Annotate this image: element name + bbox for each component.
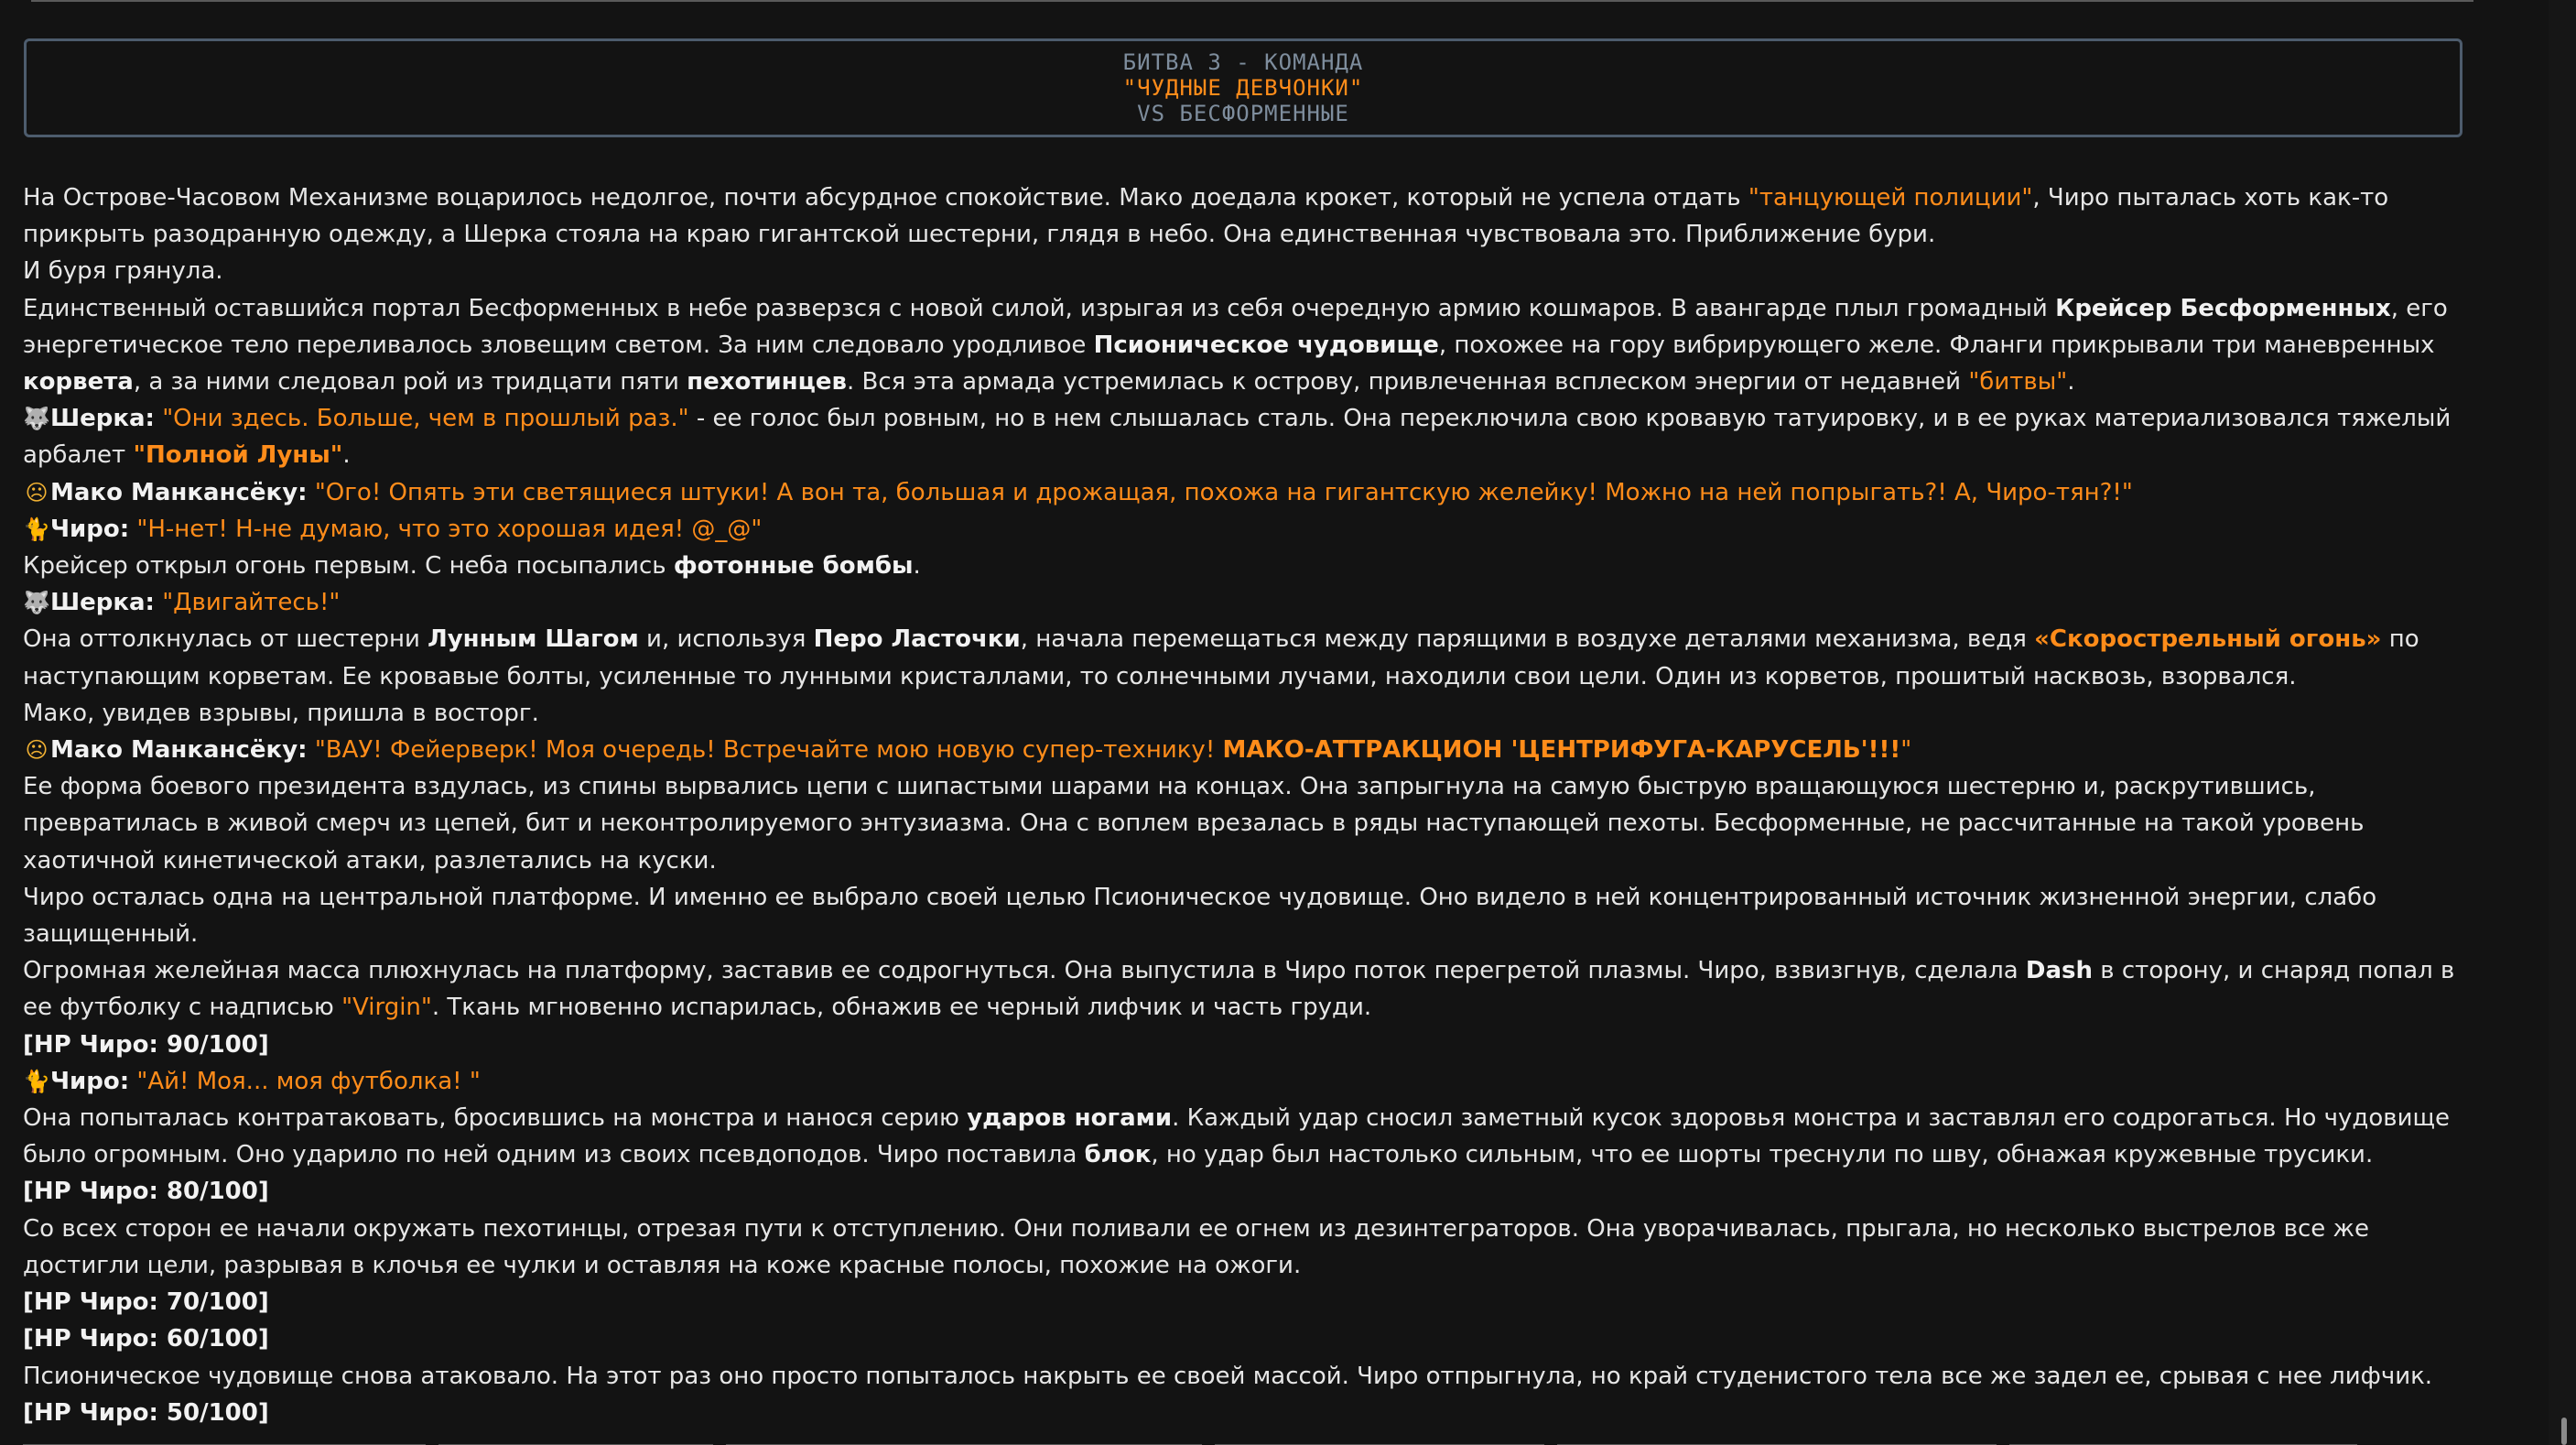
face-icon: ☹ (25, 479, 49, 505)
speaker-name: Шерка: (50, 405, 155, 433)
quote: "битвы" (1968, 368, 2068, 397)
dialogue-line: ☹Мако Манкансёку: "ВАУ! Фейерверк! Моя очередь! Встречайте мою новую супер-технику! МАКО-АТТРАКЦИОН 'ЦЕНТРИФУГА-КАРУСЕЛЬ'!!!" (23, 732, 2469, 768)
paragraph: Она попыталась контратаковать, бросившись на монстра и нанося серию ударов ногами. Каждый удар сносил заметный кусок здоровья монстра и заставлял его содрогаться. Но чудовище было огромным. Оно ударило по ней одним из своих псевдоподов. Чиро поставила блок, но удар был настолько сильным, что ее шорты треснули по шву, обнажая кружевные трусики. (23, 1104, 2451, 1169)
paragraph: Крейсер открыл огонь первым. С неба посыпались фотонные бомбы. (23, 552, 921, 581)
dialogue-line (23, 1063, 2469, 1100)
battle-header (24, 38, 2462, 137)
hp-status: [HP Чиро: 80/100] (23, 1178, 269, 1206)
speaker-name: Шерка: (50, 589, 155, 617)
quote: "Ай! Моя... моя футболка! " (136, 1067, 481, 1095)
paragraph: Ее форма боевого президента вздулась, из спины вырвались цепи с шипастыми шарами на концах. Она запрыгнула на самую быструю вращающуюся шестерню и, раскрутившись, превратилась в живой смерч из цепей, бит и неконтролируемого энтузиазма. Она с воплем врезалась в ряды наступающей пехоты. Бесформенные, не рассчитанные на такой уровень хаотичной кинетической атаки, разлетались на куски. (23, 773, 2365, 875)
speaker-name: Мако Манкансёку: (50, 736, 308, 765)
dialogue-line (23, 584, 2469, 621)
opponent-name: VS БЕСФОРМЕННЫЕ (1137, 101, 1349, 126)
paragraph: Единственный оставшийся портал Бесформенных в небе разверзся с новой силой, изрыгая из себя очередную армию кошмаров. В авангарде плыл громадный Крейсер Бесформенных, его энергетическое тело переливалось зловещим светом. За ним следовало уродливое Псионическое чудовище, похожее на гору вибрирующего желе. Фланги прикрывали три маневренных корвета, а за ними следовал рой из тридцати пяти пехотинцев. Вся эта армада устремилась к острову, привлеченная всплеском энергии от недавней "битвы". (23, 294, 2448, 397)
dialogue-line (23, 511, 2469, 548)
emphasis: блок (1084, 1141, 1152, 1169)
clipped-next-line (23, 1434, 2403, 1445)
speaker-name: Чиро: (50, 515, 130, 543)
quote: "Н-нет! Н-не думаю, что это хорошая идея! @_@" (136, 515, 763, 543)
quote: "Они здесь. Больше, чем в прошлый раз." (162, 405, 689, 433)
quote: "танцующей полиции" (1748, 184, 2033, 212)
battle-title: БИТВА 3 - КОМАНДА (1122, 49, 1364, 75)
speaker-name: Мако Манкансёку: (50, 478, 308, 506)
paragraph: И буря грянула. (23, 257, 223, 286)
paragraph: Огромная желейная масса плюхнулась на платформу, заставив ее содрогнуться. Она выпустила в Чиро поток перегретой плазмы. Чиро, взвизгнув, сделала Dash в сторону, и снаряд попал в ее футболку с надписью "Virgin". Ткань мгновенно испарилась, обнажив ее черный лифчик и часть груди. (23, 957, 2455, 1022)
dialogue-line (23, 474, 2469, 511)
speaker-name: Чиро: (50, 1067, 130, 1095)
emphasis: Перо Ласточки (813, 625, 1021, 654)
paragraph: Со всех сторон ее начали окружать пехотинцы, отрезая пути к отступлению. Они поливали ее огнем из дезинтеграторов. Она уворачивалась, прыгала, но несколько выстрелов все же достигли цели, разрывая в клочья ее чулки и оставляя на коже красные полосы, похожие на ожоги. (23, 1214, 2369, 1279)
quote: "Двигайтесь!" (162, 589, 341, 617)
hp-status: [HP Чиро: 50/100] (23, 1398, 269, 1427)
wolf-icon: 🐺 (23, 406, 50, 432)
story-text (23, 179, 2469, 1431)
hp-status: [HP Чиро: 60/100] (23, 1325, 269, 1353)
top-divider (31, 0, 2473, 2)
emphasis: ударов ногами (967, 1104, 1173, 1133)
face-icon: ☹ (25, 737, 49, 764)
quote: "Ого! Опять эти светящиеся штуки! А вон та, большая и дрожащая, похожа на гигантскую желейку! Можно на ней попрыгать?! А, Чиро-тян?!" (314, 478, 2133, 506)
paragraph: Мако, увидев взрывы, пришла в восторг. (23, 699, 539, 727)
scrollbar-thumb[interactable] (2561, 1418, 2567, 1445)
emphasis: корвета (23, 368, 134, 397)
emphasis: пехотинцев (687, 368, 847, 397)
hp-status: [HP Чиро: 90/100] (23, 1030, 269, 1059)
wolf-icon: 🐺 (23, 590, 50, 616)
cat-icon: 🐈 (23, 516, 50, 542)
paragraph: Она оттолкнулась от шестерни Лунным Шагом и, используя Перо Ласточки, начала перемещаться между парящими в воздухе деталями механизма, ведя «Скорострельный огонь» по наступающим корветам. Ее кровавые болты, усиленные то лунными кристаллами, то солнечными лучами, находили свои цели. Один из корветов, прошитый насквозь, взорвался. (23, 625, 2419, 690)
dialogue-line: 🐺Шерка: "Они здесь. Больше, чем в прошлый раз." - ее голос был ровным, но в нем слышалась сталь. Она переключила свою кровавую татуировку, и в ее руках материализовался тяжелый арбалет "Полной Луны". (23, 400, 2469, 473)
quote: «Скорострельный огонь» (2034, 625, 2382, 654)
paragraph: На Острове-Часовом Механизме воцарилось недолгое, почти абсурдное спокойствие. Мако доедала крокет, который не успела отдать "танцующей полиции", Чиро пыталась хоть как-то прикрыть разодранную одежду, а Шерка стояла на краю гигантской шестерни, глядя в небо. Она единственная чувствовала это. Приближение бури. (23, 184, 2389, 249)
quote: "Virgin" (341, 994, 432, 1022)
emphasis: Крейсер Бесформенных (2055, 294, 2391, 322)
emphasis: Лунным Шагом (428, 625, 639, 654)
team-name: "ЧУДНЫЕ ДЕВЧОНКИ" (1122, 75, 1364, 101)
cat-icon: 🐈 (23, 1068, 50, 1094)
hp-status: [HP Чиро: 70/100] (23, 1288, 269, 1317)
quote: "ВАУ! Фейерверк! Моя очередь! Встречайте мою новую супер-технику! (314, 736, 1223, 765)
emphasis: Псионическое чудовище (1093, 331, 1439, 359)
paragraph: Псионическое чудовище снова атаковало. На этот раз оно просто попыталось накрыть ее своей массой. Чиро отпрыгнула, но край студенистого тела все же задел ее, срывая с нее лифчик. (23, 1362, 2433, 1390)
paragraph: Чиро осталась одна на центральной платформе. И именно ее выбрало своей целью Псионическое чудовище. Оно видело в ней концентрированный источник жизненной энергии, слабо защищенный. (23, 883, 2377, 949)
scrollbar[interactable] (2549, 0, 2576, 1445)
quote: "Полной Луны" (133, 441, 343, 470)
emphasis: Dash (2025, 957, 2094, 985)
emphasis: фотонные бомбы (673, 552, 914, 581)
quote: МАКО-АТТРАКЦИОН 'ЦЕНТРИФУГА-КАРУСЕЛЬ'!!! (1222, 736, 1901, 765)
